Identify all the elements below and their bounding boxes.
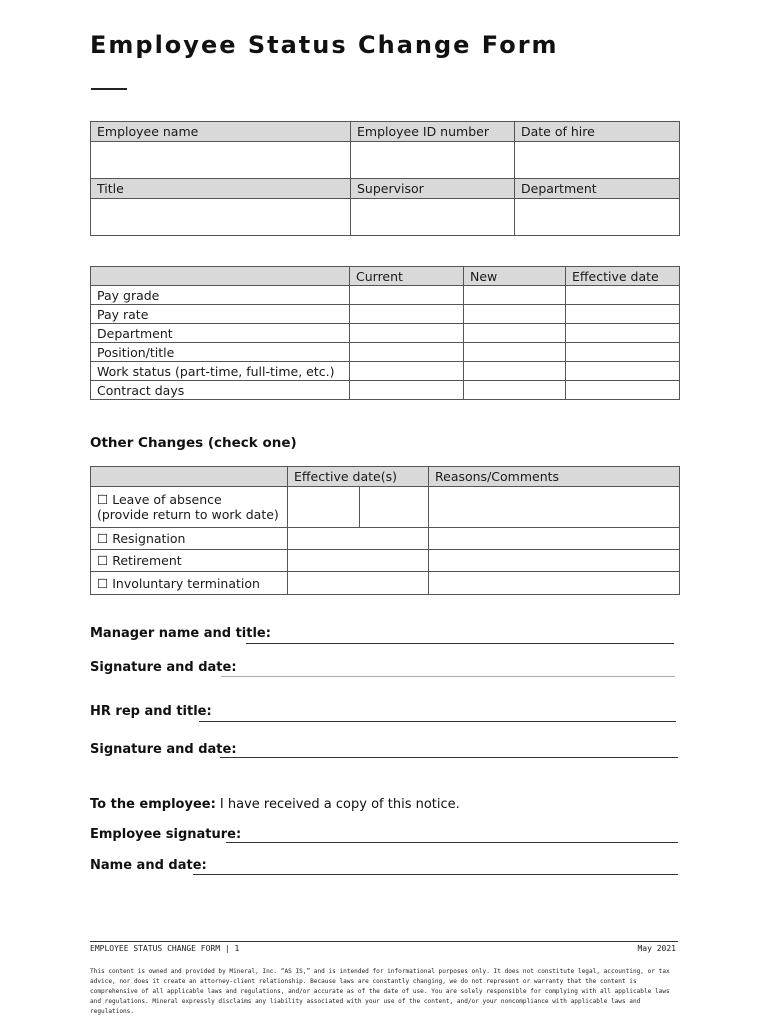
leave-of-absence-option[interactable]	[91, 487, 288, 528]
department-field[interactable]	[515, 199, 680, 236]
supervisor-header: Supervisor	[351, 179, 515, 199]
footer-date: May 2021	[637, 944, 676, 953]
return-to-work-date-cell[interactable]	[360, 487, 429, 528]
other-header-row	[91, 467, 680, 487]
employee-id-header: Employee ID number	[351, 122, 515, 142]
effective-date-cell[interactable]	[566, 343, 680, 362]
effective-date-cell[interactable]	[566, 286, 680, 305]
row-label-pay-grade: Pay grade	[91, 286, 350, 305]
table-row	[91, 324, 680, 343]
option-label: Involuntary termination	[112, 575, 260, 591]
retirement-option[interactable]	[91, 550, 288, 572]
other-header-blank	[91, 467, 288, 487]
table-row	[91, 343, 680, 362]
hr-signature-label: Signature and date:	[90, 742, 237, 757]
option-label: Resignation	[112, 531, 186, 546]
checkbox-icon[interactable]: ☐	[97, 492, 109, 507]
info-header-row-1	[91, 122, 680, 142]
title-field[interactable]	[91, 199, 351, 236]
effective-date-cell[interactable]	[288, 572, 429, 595]
row-label-work-status: Work status (part-time, full-time, etc.)	[91, 362, 350, 381]
footer-divider	[90, 941, 678, 942]
info-entry-row-1	[91, 142, 680, 179]
effective-date-cell[interactable]	[566, 305, 680, 324]
title-header: Title	[91, 179, 351, 199]
effective-date-cell[interactable]	[288, 528, 429, 550]
other-changes-table	[90, 466, 680, 595]
reasons-comments-header: Reasons/Comments	[429, 467, 680, 487]
employee-notice-lead: To the employee:	[90, 797, 216, 812]
row-label-contract-days: Contract days	[91, 381, 350, 400]
date-of-hire-field[interactable]	[515, 142, 680, 179]
reasons-cell[interactable]	[429, 550, 680, 572]
info-entry-row-2	[91, 199, 680, 236]
employee-id-field[interactable]	[351, 142, 515, 179]
current-cell[interactable]	[350, 324, 464, 343]
employee-info-table	[90, 121, 680, 236]
name-and-date-label: Name and date:	[90, 858, 207, 873]
row-label-department: Department	[91, 324, 350, 343]
date-of-hire-header: Date of hire	[515, 122, 680, 142]
reasons-cell[interactable]	[429, 572, 680, 595]
involuntary-termination-option[interactable]	[91, 572, 288, 595]
employee-signature-label: Employee signature:	[90, 827, 242, 842]
checkbox-icon[interactable]: ☐	[97, 553, 109, 568]
hr-rep-label: HR rep and title:	[90, 704, 212, 719]
title-underline	[91, 88, 127, 90]
new-cell[interactable]	[464, 305, 566, 324]
supervisor-field[interactable]	[351, 199, 515, 236]
footer-page-label: EMPLOYEE STATUS CHANGE FORM | 1	[90, 944, 240, 953]
current-cell[interactable]	[350, 343, 464, 362]
resignation-option[interactable]	[91, 528, 288, 550]
option-label: Retirement	[112, 553, 182, 568]
new-header: New	[464, 267, 566, 286]
table-row	[91, 286, 680, 305]
current-cell[interactable]	[350, 362, 464, 381]
current-cell[interactable]	[350, 381, 464, 400]
new-cell[interactable]	[464, 286, 566, 305]
table-row	[91, 550, 680, 572]
manager-name-label: Manager name and title:	[90, 626, 271, 641]
effective-dates-header: Effective date(s)	[288, 467, 429, 487]
row-label-pay-rate: Pay rate	[91, 305, 350, 324]
table-row	[91, 572, 680, 595]
legal-disclaimer: This content is owned and provided by Mineral, Inc. “AS IS,” and is intended for informational purposes only. It does not constitute legal, accounting, or tax advice, nor does it create an attorney-client relationship. Because laws are constantly changing, we do not represent or warranty that the content is comprehensive of all applicable laws and regulations, and/or accurate as of the date of use. You are solely responsible for complying with all applicable laws and regulations. Mineral expressly disclaims any liability associated with your use of the content, and/or your noncompliance with applicable laws and regulations.	[90, 968, 670, 1015]
manager-signature-label: Signature and date:	[90, 660, 237, 675]
manager-name-line[interactable]	[246, 643, 674, 644]
current-header: Current	[350, 267, 464, 286]
table-row	[91, 381, 680, 400]
info-header-row-2	[91, 179, 680, 199]
reasons-cell[interactable]	[429, 487, 680, 528]
row-label-position-title: Position/title	[91, 343, 350, 362]
new-cell[interactable]	[464, 381, 566, 400]
other-changes-heading: Other Changes (check one)	[90, 435, 297, 451]
changes-header-blank	[91, 267, 350, 286]
table-row	[91, 305, 680, 324]
option-sublabel: (provide return to work date)	[97, 507, 279, 522]
employee-notice	[90, 797, 460, 812]
table-row	[91, 487, 680, 528]
table-row	[91, 362, 680, 381]
effective-date-cell[interactable]	[566, 362, 680, 381]
effective-date-header: Effective date	[566, 267, 680, 286]
employee-notice-text: I have received a copy of this notice.	[215, 797, 460, 812]
new-cell[interactable]	[464, 343, 566, 362]
leave-start-date-cell[interactable]	[288, 487, 360, 528]
effective-date-cell[interactable]	[566, 324, 680, 343]
manager-signature-line[interactable]	[221, 676, 675, 677]
option-label: Leave of absence	[112, 492, 222, 507]
checkbox-icon[interactable]: ☐	[97, 575, 109, 591]
employee-name-header: Employee name	[91, 122, 351, 142]
page-title: Employee Status Change Form	[90, 31, 559, 59]
effective-date-cell[interactable]	[288, 550, 429, 572]
new-cell[interactable]	[464, 324, 566, 343]
hr-signature-line[interactable]	[220, 757, 678, 758]
effective-date-cell[interactable]	[566, 381, 680, 400]
current-cell[interactable]	[350, 286, 464, 305]
changes-table	[90, 266, 680, 400]
new-cell[interactable]	[464, 362, 566, 381]
table-row	[91, 528, 680, 550]
reasons-cell[interactable]	[429, 528, 680, 550]
current-cell[interactable]	[350, 305, 464, 324]
checkbox-icon[interactable]: ☐	[97, 531, 109, 546]
hr-rep-line[interactable]	[199, 721, 676, 722]
department-header: Department	[515, 179, 680, 199]
employee-signature-line[interactable]	[226, 842, 678, 843]
changes-header-row	[91, 267, 680, 286]
employee-name-field[interactable]	[91, 142, 351, 179]
name-and-date-line[interactable]	[193, 874, 678, 875]
